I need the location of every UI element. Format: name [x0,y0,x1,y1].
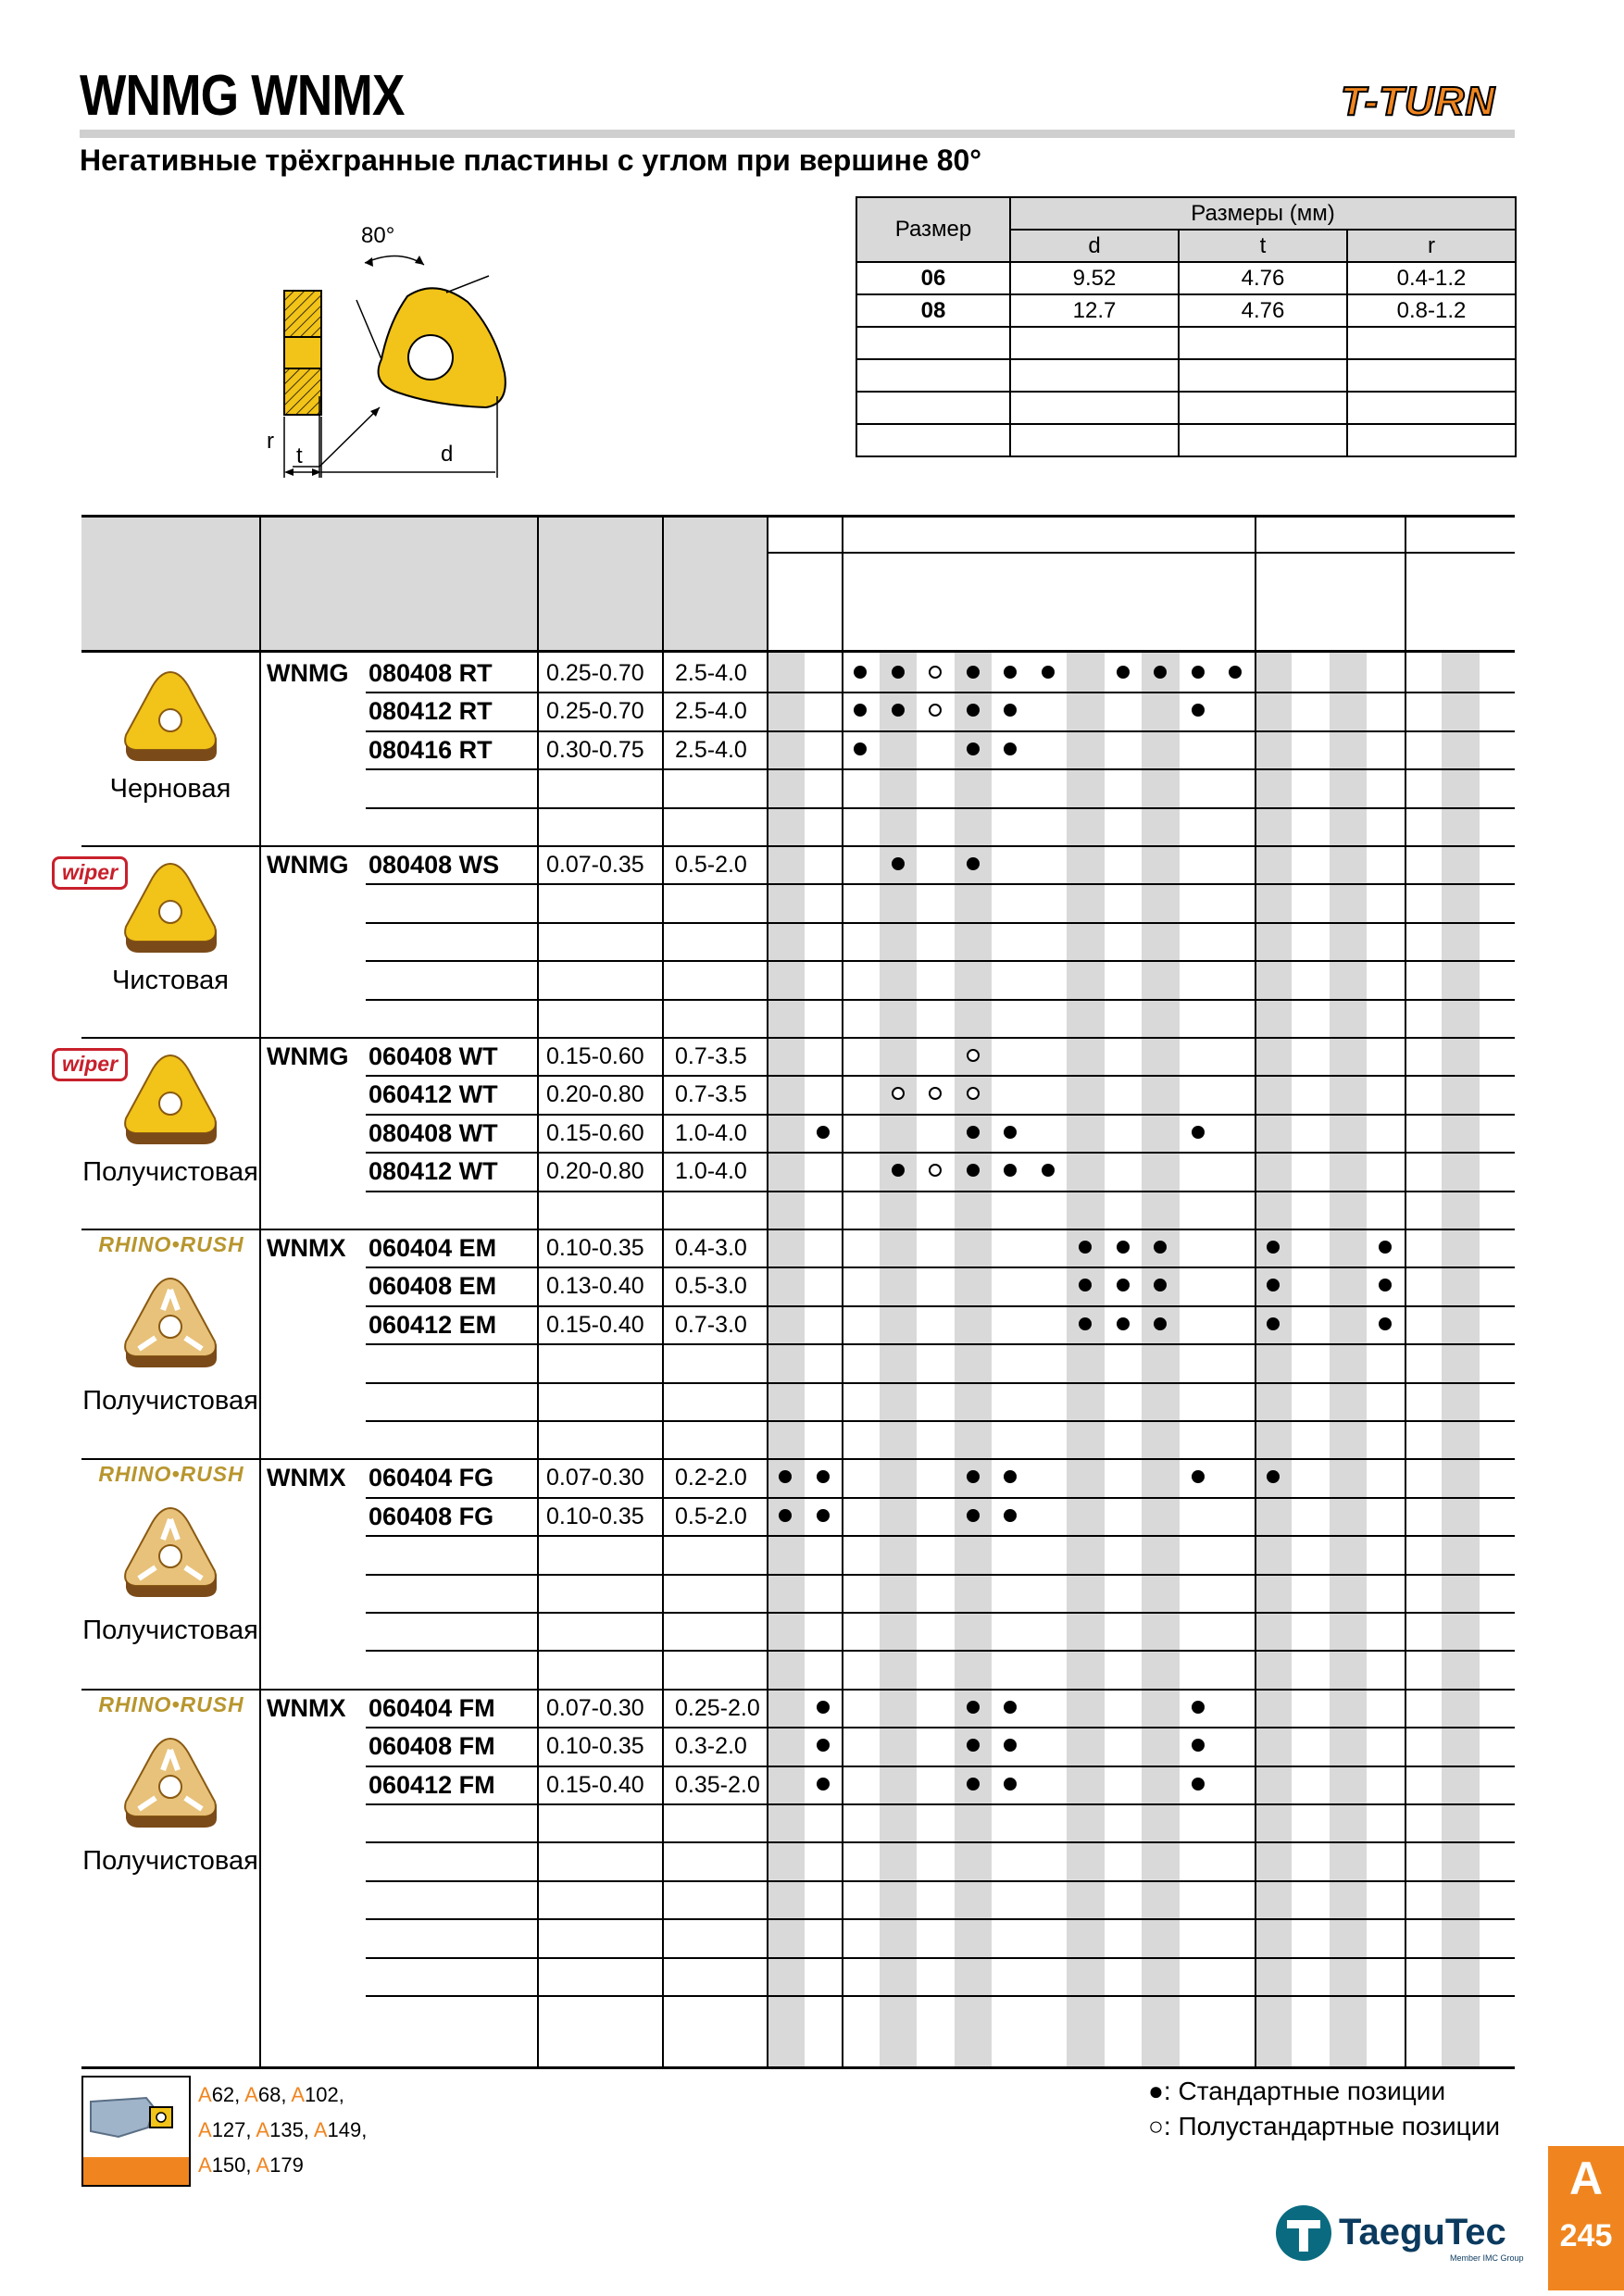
designation-code: 060408 WT [369,1042,498,1070]
ap-value: 0.5-2.0 [675,1503,747,1529]
standard-mark [1004,666,1017,679]
rule [81,2066,1515,2069]
ref-prefix: A [256,2118,270,2141]
ap-value: 0.7-3.5 [675,1081,747,1108]
ref-prefix: A [198,2153,212,2177]
rule [767,552,1515,554]
rule [81,515,1515,518]
row-rule [366,1766,1515,1767]
row-rule [366,1880,1515,1882]
series-prefix: WNMG [267,659,349,687]
row-rule [366,1574,1515,1576]
insert-image [115,663,226,774]
reference-line [198,2078,367,2113]
section-rule [81,1037,1515,1039]
standard-mark [967,1164,980,1177]
ap-value: 1.0-4.0 [675,1119,747,1146]
standard-mark [967,1778,980,1791]
series-prefix: WNMX [267,1464,346,1492]
standard-mark [1004,1701,1017,1714]
designation-code: 060412 EM [369,1310,497,1339]
row-rule [366,1535,1515,1537]
legend [1148,2074,1500,2144]
ref-page: 68, [257,2083,292,2106]
row-rule [366,1497,1515,1499]
rhino-rush-badge: RHINO•RUSH [98,1232,244,1256]
row-rule [366,1841,1515,1843]
row-rule [366,1420,1515,1422]
row-rule [366,1612,1515,1614]
page-number: 245 [1559,2218,1613,2253]
grade-column-shade [767,650,805,2066]
t-turn-logo-text: T-TURN [1341,79,1496,124]
dims-col-header: Размеры (мм) [1010,197,1516,230]
insert-image [115,1046,226,1157]
feed-value: 0.25-0.70 [546,698,644,725]
designation-code: 060404 EM [369,1234,497,1262]
ref-page: 135, [269,2118,314,2141]
standard-mark [817,1701,830,1714]
standard-mark [1267,1317,1280,1330]
grade-column-shade [1142,650,1180,2066]
designation-code: 080408 WT [369,1118,498,1147]
rhino-rush-badge: RHINO•RUSH [98,1462,244,1487]
feed-value: 0.07-0.35 [546,852,644,878]
semistandard-mark [929,666,942,679]
ref-prefix: A [291,2083,306,2106]
ap-value: 0.2-2.0 [675,1465,747,1491]
series-prefix: WNMX [267,1234,346,1262]
row-rule [366,692,1515,693]
row-rule [366,1650,1515,1652]
row-rule [366,1191,1515,1192]
designation-code: 080416 RT [369,735,493,764]
standard-mark [1042,1164,1055,1177]
insert-application-label: Получистовая [82,1845,258,1876]
logo-subtext: Member IMC Group [1450,2253,1524,2263]
semistandard-mark [929,1164,942,1177]
size-row: 08 12.7 4.76 0.8-1.2 [856,294,1516,327]
designation-code: 060408 FM [369,1732,495,1761]
feed-value: 0.15-0.40 [546,1311,644,1338]
page-subtitle: Негативные трёхгранные пластины с углом при вершине 80° [80,144,982,177]
section-rule [81,1229,1515,1230]
designation-code: 080408 WS [369,851,500,879]
feed-value: 0.30-0.75 [546,736,644,763]
ref-prefix: A [198,2083,212,2106]
ref-prefix: A [198,2118,212,2141]
rule [537,515,539,2066]
designation-code: 060412 WT [369,1080,498,1109]
ap-value: 2.5-4.0 [675,736,747,763]
row-rule [366,807,1515,809]
standard-mark [1154,1317,1167,1330]
designation-code: 080408 RT [369,659,493,687]
wiper-badge: wiper [52,856,128,890]
insert-image [115,855,226,966]
page-letter: A [1568,2152,1604,2204]
standard-mark [1267,1241,1280,1254]
dim-d-label: d [441,442,454,467]
insert-application-label: Чистовая [111,966,230,995]
rule [259,515,261,2066]
ref-page: 127, [211,2118,256,2141]
standard-mark [892,666,905,679]
row-rule [366,922,1515,924]
ref-page: 149, [327,2118,368,2141]
rhino-rush-badge: RHINO•RUSH [98,1691,244,1716]
dim-sub-r: r [1347,230,1516,262]
feed-value: 0.20-0.80 [546,1081,644,1108]
feed-value: 0.07-0.30 [546,1694,644,1721]
designation-code: 060408 EM [369,1272,497,1301]
feed-value: 0.15-0.60 [546,1043,644,1069]
wiper-badge: wiper [52,1048,128,1081]
section-rule [81,1689,1515,1691]
standard-mark [1192,1701,1205,1714]
row-rule [366,1343,1515,1345]
legend-standard: ●: Стандартные позиции [1148,2077,1446,2105]
grade-column-shade [1067,650,1105,2066]
dim-angle-label: 80° [361,223,395,248]
grade-column-shade [1255,650,1293,2066]
rule [1255,515,1256,2066]
ref-prefix: A [313,2118,328,2141]
standard-mark [967,1701,980,1714]
row-rule [366,960,1515,962]
section-rule [81,845,1515,847]
standard-mark [1004,1509,1017,1522]
standard-mark [817,1509,830,1522]
designation-code: 080412 WT [369,1157,498,1186]
page-tab [1548,2146,1624,2290]
insert-application-label: Получистовая [82,1616,258,1646]
dim-r-label: r [267,429,274,454]
standard-mark [1379,1279,1392,1292]
size-row: 06 9.52 4.76 0.4-1.2 [856,262,1516,294]
ref-page: 150, [211,2153,256,2177]
row-rule [366,1995,1515,1997]
standard-mark [1042,666,1055,679]
standard-mark [967,742,980,755]
reference-line [198,2113,367,2148]
dim-t-label: t [296,443,303,468]
standard-mark [892,1164,905,1177]
grade-column-shade [1442,650,1480,2066]
taegutec-logo [1274,2202,1524,2266]
designation-code: 060404 FG [369,1464,494,1492]
feed-value: 0.13-0.40 [546,1273,644,1300]
rule [767,515,768,2066]
page-title: WNMG WNMX [80,64,405,128]
semistandard-mark [929,1087,942,1100]
standard-mark [779,1509,792,1522]
standard-mark [1004,1778,1017,1791]
rule [842,515,843,2066]
standard-mark [1079,1317,1092,1330]
insert-image [115,1269,226,1380]
standard-mark [1379,1317,1392,1330]
standard-mark [854,742,867,755]
ref-prefix: A [244,2083,258,2106]
ap-value: 0.3-2.0 [675,1733,747,1760]
standard-mark [1192,1739,1205,1752]
page-references [198,2078,367,2183]
semistandard-mark [929,704,942,717]
standard-mark [967,1509,980,1522]
standard-mark [1192,704,1205,717]
ap-value: 0.35-2.0 [675,1771,760,1798]
reference-line [198,2148,367,2183]
row-rule [366,1382,1515,1384]
ref-page: 102, [305,2083,344,2106]
standard-mark [1379,1241,1392,1254]
feed-value: 0.20-0.80 [546,1158,644,1185]
dim-sub-t: t [1179,230,1347,262]
ap-value: 1.0-4.0 [675,1158,747,1185]
series-prefix: WNMG [267,1042,349,1070]
feed-value: 0.25-0.70 [546,660,644,686]
row-rule [366,1114,1515,1116]
designation-code: 080412 RT [369,697,493,726]
standard-mark [1192,1470,1205,1483]
designation-code: 060408 FG [369,1502,494,1530]
row-rule [366,730,1515,732]
standard-mark [1117,1241,1130,1254]
rule [662,515,664,2066]
insert-application-label: Черновая [109,774,231,804]
section-rule [81,1458,1515,1460]
standard-mark [1192,666,1205,679]
ap-value: 2.5-4.0 [675,660,747,686]
standard-mark [1004,1739,1017,1752]
ap-value: 0.25-2.0 [675,1694,760,1721]
ap-value: 0.7-3.5 [675,1043,747,1069]
row-rule [366,1152,1515,1154]
insert-application-label: Получистовая [82,1157,258,1187]
insert-image [115,1499,226,1610]
row-rule [366,883,1515,885]
ap-value: 2.5-4.0 [675,698,747,725]
feed-value: 0.10-0.35 [546,1503,644,1529]
rule [1405,515,1406,2066]
standard-mark [1229,666,1242,679]
standard-mark [967,1739,980,1752]
feed-value: 0.10-0.35 [546,1235,644,1261]
designation-code: 060404 FM [369,1693,495,1722]
header-bg [81,515,767,650]
row-rule [366,1305,1515,1307]
series-prefix: WNMG [267,851,349,879]
standard-mark [892,857,905,870]
dim-sub-d: d [1010,230,1179,262]
logo-text: TaeguTec [1339,2212,1506,2252]
standard-mark [967,666,980,679]
insert-image [115,1729,226,1841]
row-rule [366,768,1515,770]
standard-mark [1117,1279,1130,1292]
ap-value: 0.5-2.0 [675,852,747,878]
ref-page: 179 [269,2153,304,2177]
designation-code: 060412 FM [369,1770,495,1799]
row-rule [366,1727,1515,1728]
row-rule [366,1267,1515,1268]
standard-mark [1004,1470,1017,1483]
application-icon [81,2076,191,2187]
standard-mark [967,857,980,870]
standard-mark [1192,1126,1205,1139]
standard-mark [817,1739,830,1752]
feed-value: 0.15-0.40 [546,1771,644,1798]
standard-mark [817,1470,830,1483]
row-rule [366,1803,1515,1805]
ap-value: 0.5-3.0 [675,1273,747,1300]
series-prefix: WNMX [267,1693,346,1722]
ref-prefix: A [256,2153,270,2177]
standard-mark [817,1126,830,1139]
standard-mark [1004,742,1017,755]
standard-mark [1192,1778,1205,1791]
standard-mark [1117,666,1130,679]
feed-value: 0.07-0.30 [546,1465,644,1491]
insert-application-label: Получистовая [82,1386,258,1416]
legend-semistandard: ○: Полустандартные позиции [1148,2112,1500,2140]
row-rule [366,1075,1515,1077]
standard-mark [1004,1164,1017,1177]
grade-column-shade [1330,650,1368,2066]
size-col-header: Размер [856,197,1010,262]
row-rule [366,999,1515,1001]
feed-value: 0.15-0.60 [546,1119,644,1146]
standard-mark [854,704,867,717]
feed-value: 0.10-0.35 [546,1733,644,1760]
standard-mark [817,1778,830,1791]
row-rule [366,1957,1515,1959]
standard-mark [1004,1126,1017,1139]
standard-mark [1004,704,1017,717]
rule [81,650,1515,653]
standard-mark [854,666,867,679]
ap-value: 0.7-3.0 [675,1311,747,1338]
ap-value: 0.4-3.0 [675,1235,747,1261]
standard-mark [1117,1317,1130,1330]
ref-page: 62, [211,2083,245,2106]
standard-mark [967,1126,980,1139]
semistandard-mark [967,1049,980,1062]
row-rule [366,1918,1515,1920]
